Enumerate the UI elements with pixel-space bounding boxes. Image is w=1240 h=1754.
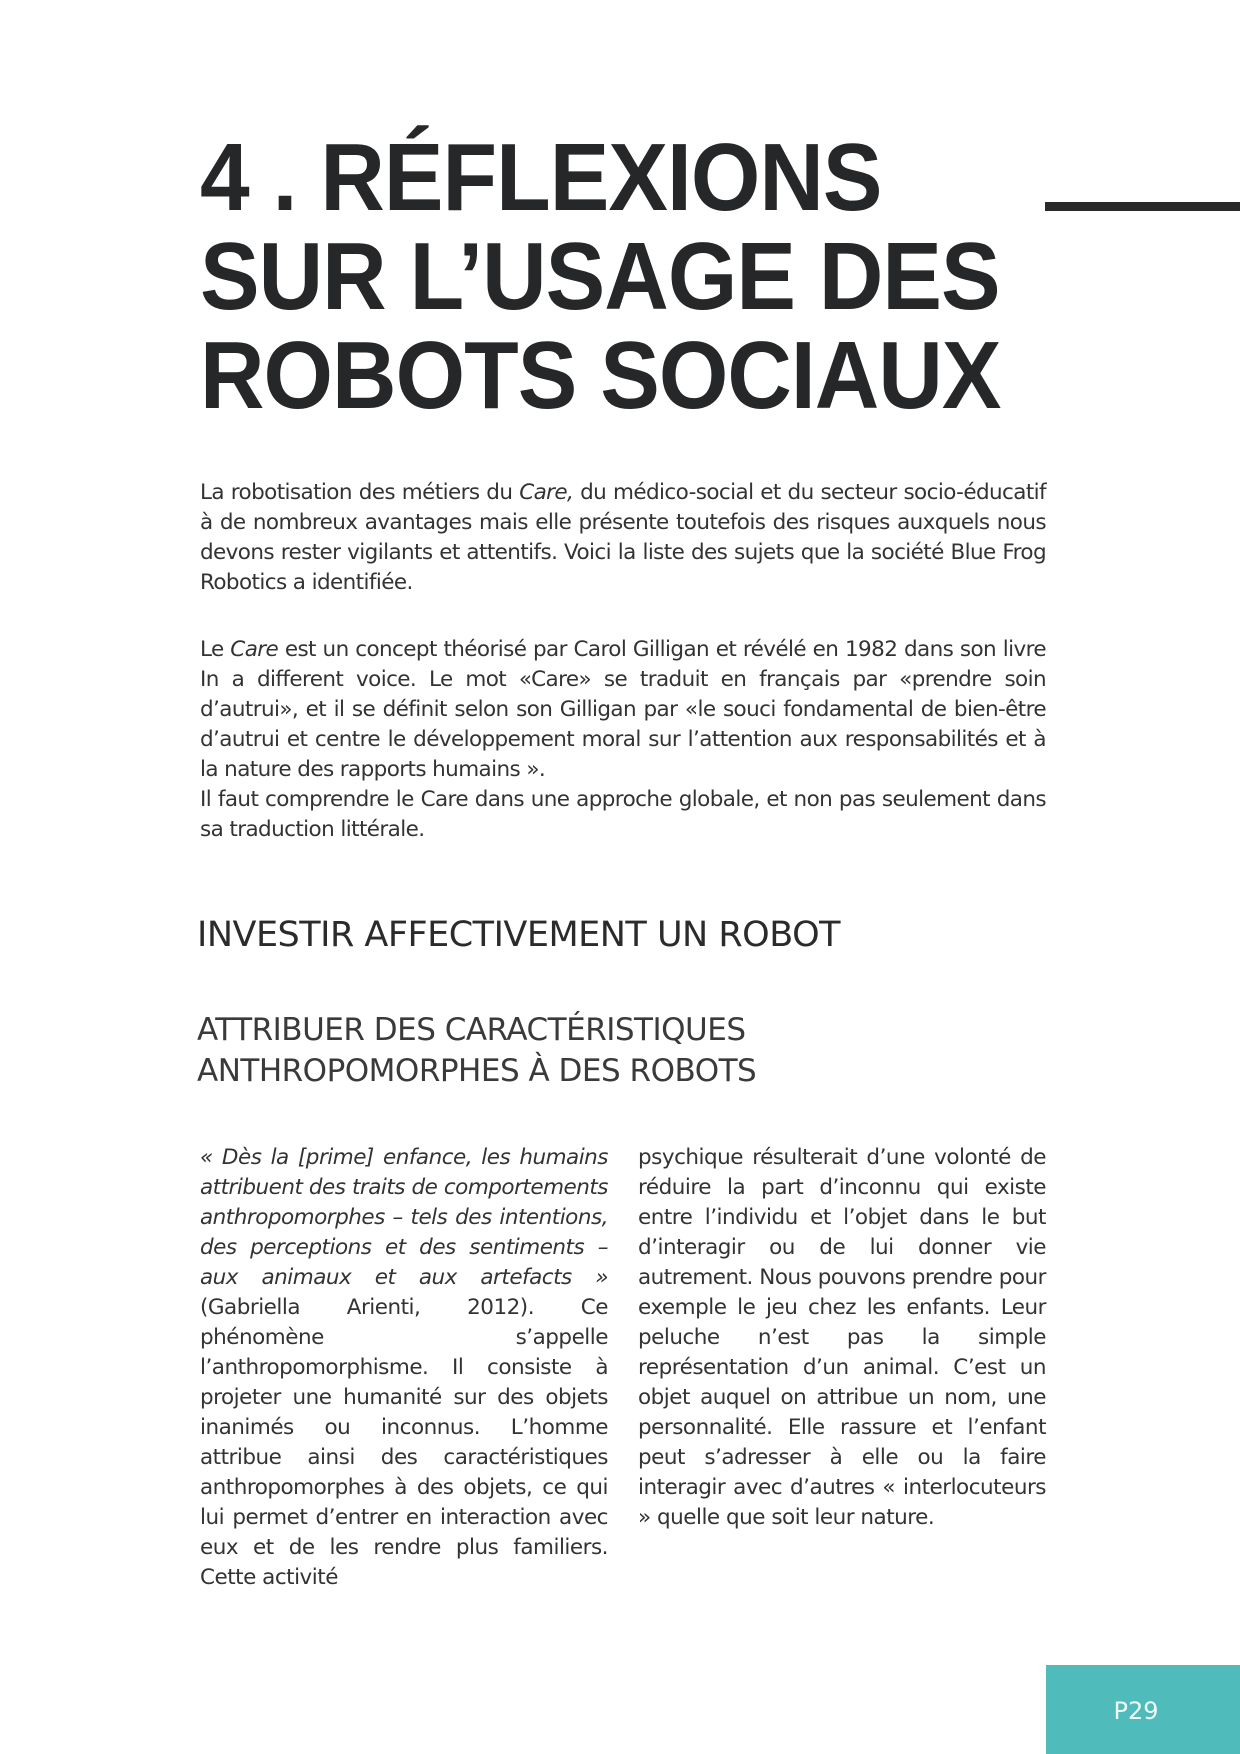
intro-p1-text-a: La robotisation des métiers du (200, 480, 520, 505)
intro-p1-text-b: du médico-social et du secteur socio-éducatif à de nombreux avantages mais elle présente toutefois des risques auxquels nous devons rester vigilants et attentifs. Voici la liste des sujets que la société Blue Frog Robotics a identifiée. (200, 480, 1046, 595)
intro-paragraph-1 (200, 478, 1046, 598)
intro-p1-care-emphasis: Care, (519, 480, 574, 505)
quote-arienti: « Dès la [prime] enfance, les humains attribuent des traits de comportements anthropomorphes – tels des intentions, des perceptions et des sentiments – aux animaux et aux artefacts » (200, 1145, 608, 1290)
chapter-title-line-2: SUR L’USAGE DES (200, 223, 1000, 330)
intro-paragraph-2 (200, 635, 1046, 785)
intro-p2-text-a: Le (200, 637, 231, 662)
section-heading: INVESTIR AFFECTIVEMENT UN ROBOT (197, 915, 841, 955)
section-subheading (197, 1010, 756, 1092)
section-subheading-line-1: ATTRIBUER DES CARACTÉRISTIQUES (197, 1012, 746, 1048)
intro-p2-text-b: est un concept théorisé par Carol Gilligan et révélé en 1982 dans son livre In a different voice. Le mot «Care» se traduit en français par «prendre soin d’autrui», et il se définit selon son Gilligan par «le souci fondamental de bien-être d’autrui et centre le développement moral sur l’attention aux responsabilités et à la nature des rapports humains ». (200, 637, 1046, 782)
page-number: P29 (1113, 1696, 1159, 1725)
body-column-left-text: (Gabriella Arienti, 2012). Ce phénomène s’appelle l’anthropomorphisme. Il consiste à projeter une humanité sur des objets inanimés ou inconnus. L’homme attribue ainsi des caractéristiques anthropomorphes à des objets, ce qui lui permet d’entrer en interaction avec eux et de les rendre plus familiers. Cette activité (200, 1295, 608, 1590)
section-subheading-line-2: ANTHROPOMORPHES À DES ROBOTS (197, 1053, 757, 1089)
chapter-title (200, 124, 1037, 429)
intro-p2-care-emphasis: Care (230, 637, 279, 662)
body-column-left (200, 1143, 608, 1593)
title-decorative-rule (1045, 202, 1240, 211)
chapter-title-line-1: 4 . RÉFLEXIONS (200, 124, 882, 231)
chapter-title-line-3: ROBOTS SOCIAUX (200, 322, 1001, 429)
page-number-tab (1046, 1665, 1240, 1754)
intro-paragraph-3: Il faut comprendre le Care dans une approche globale, et non pas seulement dans sa traduction littérale. (200, 787, 1046, 842)
body-column-right: psychique résulterait d’une volonté de réduire la part d’inconnu qui existe entre l’individu et l’objet dans le but d’interagir ou de lui donner vie autrement. Nous pouvons prendre pour exemple le jeu chez les enfants. Leur peluche n’est pas la simple représentation d’un animal. C’est un objet auquel on attribue un nom, une personnalité. Elle rassure et l’enfant peut s’adresser à elle ou la faire interagir avec d’autres « interlocuteurs » quelle que soit leur nature. (638, 1145, 1046, 1530)
